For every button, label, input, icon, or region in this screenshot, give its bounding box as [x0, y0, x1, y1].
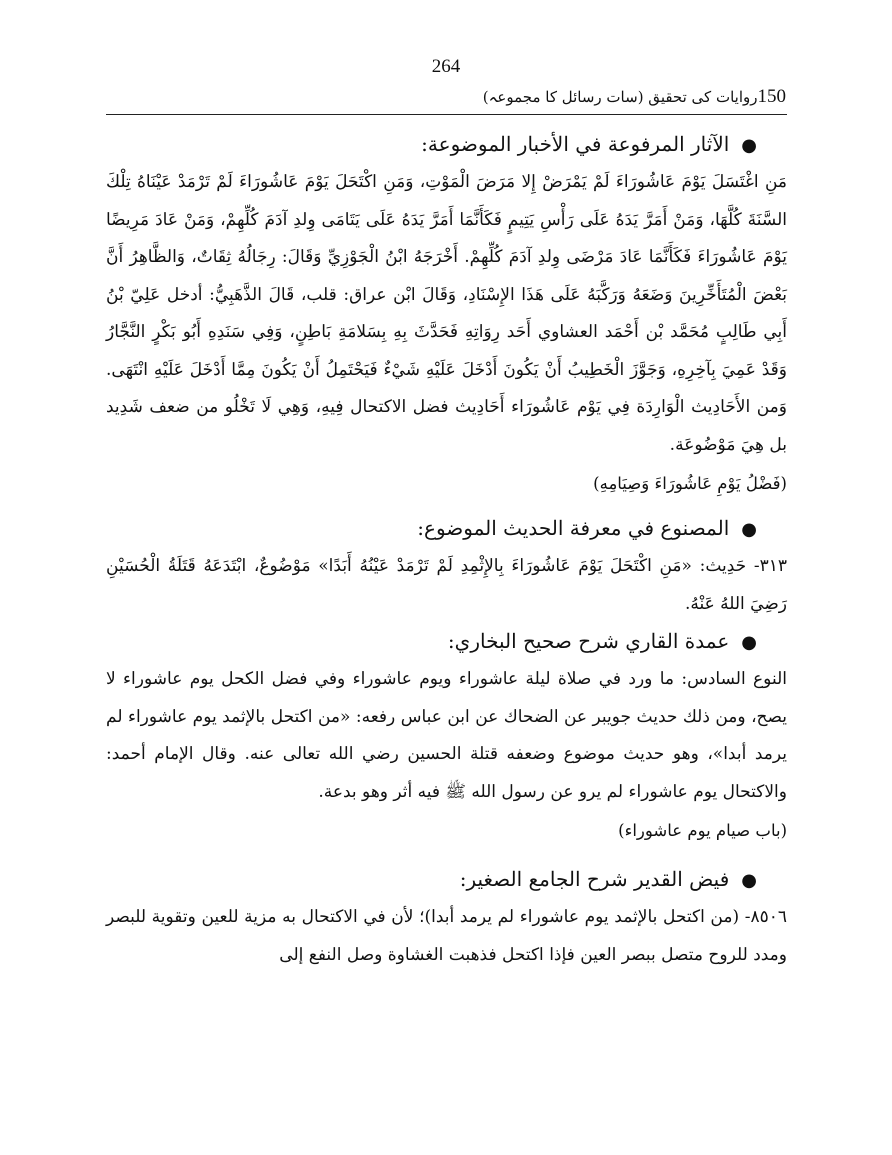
- section-heading: [106, 510, 787, 548]
- section-heading: [106, 861, 787, 899]
- section-body: النوع السادس: ما ورد في صلاة ليلة عاشوراء ويوم عاشوراء وفي فضل الكحل يوم عاشوراء لا يصح، ومن ذلك حديث جويبر عن الضحاك عن ابن عباس رفعه: «من اكتحل بالإثمد يوم عاشوراء لم يرمد أبدا»، وهو حديث موضوع وضعفه قتلة الحسين رضي الله تعالى عنه. وقال الإمام أحمد: والاكتحال يوم عاشوراء لم يرو عن رسول الله ﷺ فيه أثر وهو بدعة.: [106, 669, 787, 802]
- running-header: [483, 86, 786, 108]
- spacer: [106, 851, 787, 861]
- source-citation: (فَضْلُ يَوْمِ عَاشُورَاءَ وَصِيَامِهِ): [593, 474, 787, 493]
- section-body: ٨٥٠٦- (من اكتحل بالإثمد يوم عاشوراء لم يرمد أبدا)؛ لأن في الاكتحال به مزية للعين وتقوية للبصر ومدد للروح متصل ببصر العين فإذا اكتحل فذهبت الغشاوة وصل النفع إلى: [106, 907, 787, 965]
- bullet-icon: ●: [741, 870, 757, 891]
- running-header-number: 150: [757, 86, 786, 107]
- page-number: 264: [431, 56, 461, 77]
- source-citation: (باب صيام يوم عاشوراء): [618, 821, 787, 840]
- section-heading-text: الآثار المرفوعة في الأخبار الموضوعة:: [421, 132, 730, 156]
- section-heading-text: عمدة القاري شرح صحيح البخاري:: [447, 629, 730, 653]
- section-heading: [106, 126, 787, 164]
- section-heading-text: فيض القدير شرح الجامع الصغير:: [459, 867, 730, 891]
- bullet-icon: ●: [741, 632, 757, 653]
- page-content: [106, 126, 787, 974]
- section-heading: [106, 623, 787, 661]
- section-body: ٣١٣- حَدِيث: «مَنِ اكْتَحَلَ يَوْمَ عَاشُورَاءَ بِالإِثْمِدِ لَمْ تَرْمَدْ عَيْنُهُ أَبَدًا» مَوْضُوعٌ، ابْتَدَعَهُ قَتَلَةُ الْحُسَيْنِ رَضِيَ اللهُ عَنْهُ.: [106, 556, 787, 614]
- bullet-icon: ●: [741, 135, 757, 156]
- bullet-icon: ●: [741, 519, 757, 540]
- header-rule: [106, 114, 787, 115]
- running-header-text: روایات کی تحقیق (سات رسائل کا مجموعہ): [482, 88, 758, 106]
- section-body: مَنِ اغْتَسَلَ يَوْمَ عَاشُورَاءَ لَمْ يَمْرَضْ إِلا مَرَضَ الْمَوْتِ، وَمَنِ اكْتَحَلَ يَوْمَ عَاشُورَاءَ لَمْ تَرْمَدْ عَيْنَاهُ تِلْكَ السَّنَةَ كُلَّهَا، وَمَنْ أَمَرَّ يَدَهُ عَلَى رَأْسِ يَتِيمٍ فَكَأَنَّمَا أَمَرَّ يَدَهُ عَلَى يَتَامَى وِلدِ آدَمَ كُلِّهِمْ، وَمَنْ عَادَ مَرِيضًا يَوْمَ عَاشُورَاءَ فَكَأَنَّمَا عَادَ مَرْضَى وِلدِ آدَمَ كُلِّهِمْ. أَخْرَجَهُ ابْنُ الْجَوْزِيِّ وَقَالَ: رِجَالُهُ ثِقَاتٌ، وَالظَّاهِرُ أَنَّ بَعْضَ الْمُتَأَخِّرِينَ وَضَعَهُ وَرَكَّبَهُ عَلَى هَذَا الإِسْنَادِ، وَقَالَ ابْن عراق: قلب، قَالَ الذَّهَبِيُّ: أدخل عَلِيّ بْنُ أَبِي طَالِبٍ مُحَمَّد بْن أَحْمَد العشاوي أَحَد رِوَاتِهِ فَحَدَّثَ بِهِ بِسَلامَةِ بَاطِنٍ، وَفِي سَنَدِهِ أَبُو بَكْرٍ النَّجَّارُ وَقَدْ عَمِيَ بِآخِرِهِ، وَجَوَّزَ الْخَطِيبُ أَنْ يَكُونَ أَدْخَلَ عَلَيْهِ شَيْءٌ فَيَحْتَمِلُ أَنْ يَكُونَ مِمَّا أَدْخَلَ عَلَيْهِ انْتَهَى. وَمن الأَحَادِيث الْوَارِدَة فِي يَوْم عَاشُورَاء أَحَادِيث فضل الاكتحال فِيهِ، وَهِي لَا تَخْلُو من ضعف شَدِيد بل هِيَ مَوْضُوعَة.: [106, 172, 787, 455]
- section-heading-text: المصنوع في معرفة الحديث الموضوع:: [417, 516, 730, 540]
